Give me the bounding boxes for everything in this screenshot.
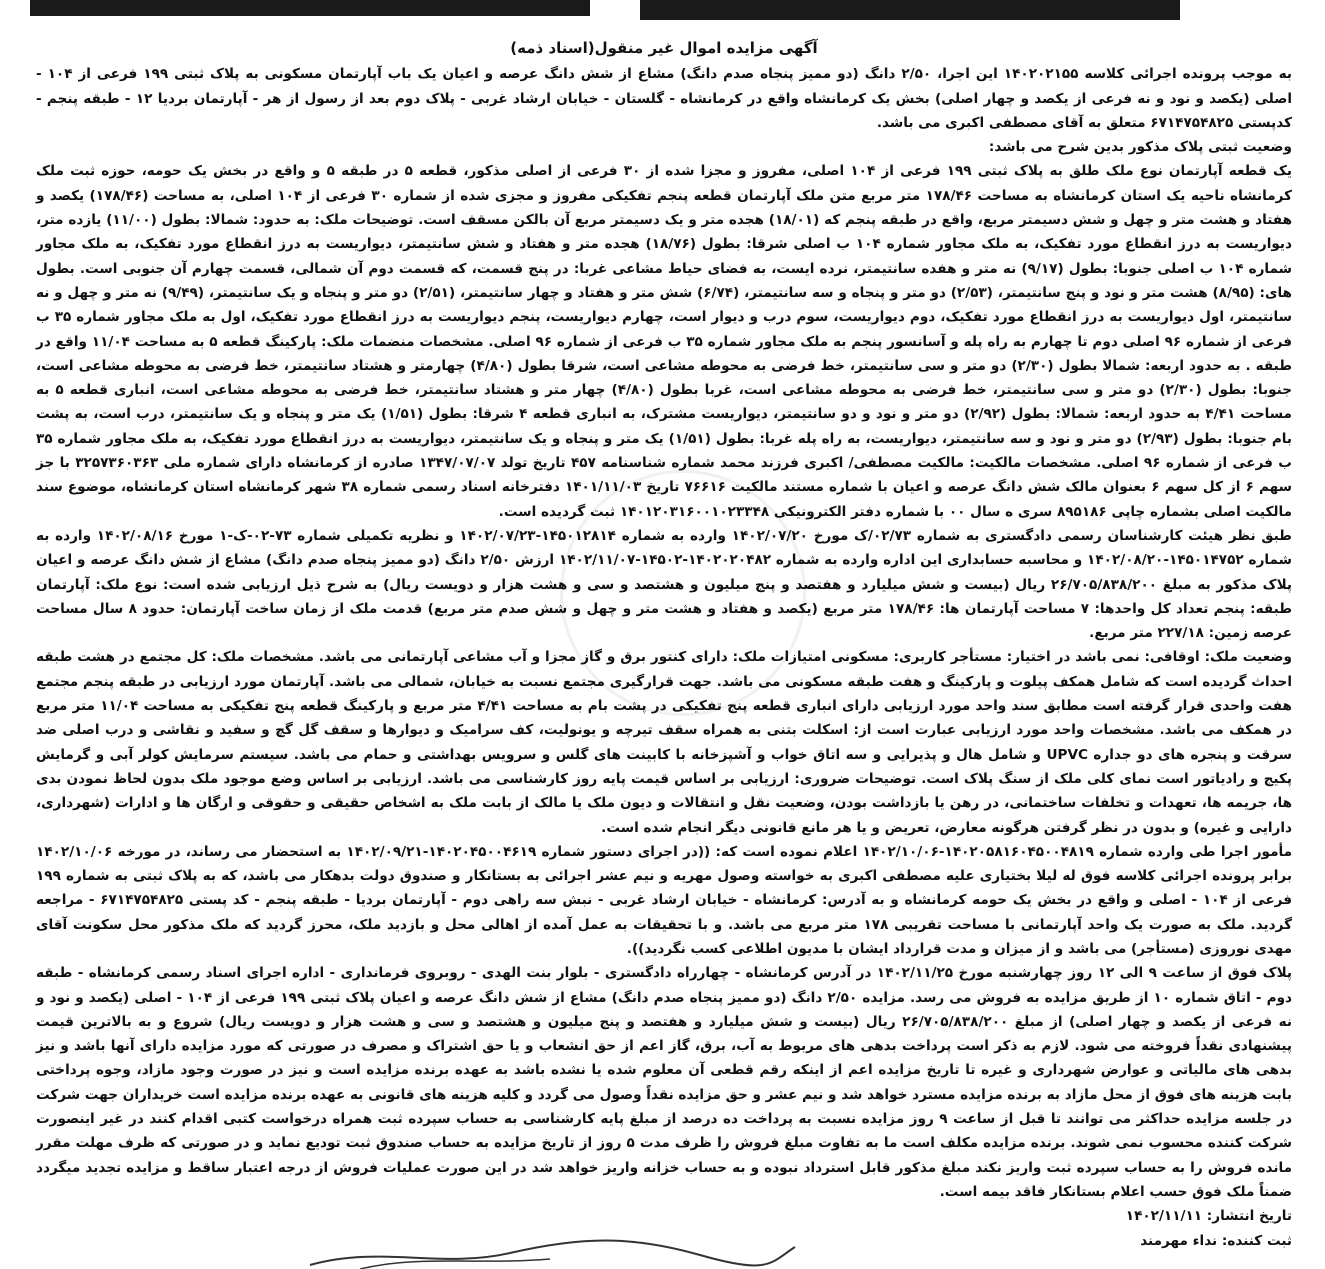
auction-terms-paragraph: پلاک فوق از ساعت ۹ الی ۱۲ روز چهارشنبه مورخ ۱۴۰۲/۱۱/۲۵ در آدرس کرمانشاه - چهارراه دادگستری - بلوار بنت الهدی - روبروی فرمانداری - اداره اجرای اسناد رسمی کرمانشاه - طبقه دوم - اتاق شماره ۱۰ از طریق مزایده به فروش می رسد. مزایده ۲/۵۰ دانگ (دو ممیز پنجاه صدم دانگ) مشاع از شش دانگ عرصه و اعیان پلاک ثبتی ۱۹۹ فرعی از ۱۰۴ - اصلی (یکصد و نود و نه فرعی از یکصد و چهار اصلی) از مبلغ ۲۶/۷۰۵/۸۳۸/۲۰۰ ریال (بیست و شش میلیارد و هفتصد و پنج میلیون و هشتصد و سی و هشت هزار و دویست ریال) شروع و به بالاترین قیمت پیشنهادی نقداً فروخته می شود. لازم به ذکر است پرداخت بدهی های مربوط به آب، برق، گاز اعم از حق انشعاب و یا حق اشتراک و مصرف در صورتی که مورد مزایده دارای آنها باشد و نیز بدهی های مالیاتی و عوارض شهرداری و غیره تا تاریخ مزایده اعم از اینکه رقم قطعی آن معلوم شده یا نشده باشد به عهده برنده مزایده است و نیز در صورت وجود مازاد، وجوه پرداختی بابت هزینه های فوق از محل مازاد به برنده مزایده مسترد خواهد شد و نیم عشر و حق مزایده نقداً وصول می گردد و کلیه هزینه های قانونی به عهده برنده مزایده است خریداران جهت شرکت در جلسه مزایده حداکثر می توانند تا قبل از ساعت ۹ روز مزایده نسبت به پرداخت ده درصد از مبلغ پایه کارشناسی به حساب سپرده ثبت همراه درخواست کتبی اقدام کنند در غیر اینصورت شرکت کننده محسوب نمی شوند. برنده مزایده مکلف است ما به تفاوت مبلغ فروش را ظرف مدت ۵ روز از تاریخ مزایده به حساب صندوق ثبت تودیع نماید و در صورتی که ظرف مهلت مقرر مانده فروش را به حساب سپرده ثبت واریز نکند مبلغ مذکور قابل استرداد نبوده و به حساب خزانه واریز خواهد شد در این صورت عملیات فروش از درجه اعتبار ساقط و مزایده تجدید میگردد ضمناً ملک فوق حسب اعلام بستانکار فاقد بیمه است.: [36, 965, 1293, 1200]
scan-black-band-right: [640, 0, 1180, 20]
publish-date: تاریخ انتشار: ۱۴۰۲/۱۱/۱۱: [1125, 1208, 1292, 1225]
execution-officer-paragraph: مأمور اجرا طی وارده شماره ۱۴۰۲۰۵۸۱۶۰۴۵۰۰۴۸۱۹-۱۴۰۲/۱۰/۰۶ اعلام نموده است که: ((در اجرای دستور شماره ۱۴۰۲۰۴۵۰۰۴۶۱۹-۱۴۰۲/۰۹/۲۱ به استحضار می رساند، در مورخه ۱۴۰۲/۱۰/۰۶ برابر پرونده اجرائی کلاسه فوق له لیلا بختیاری علیه مصطفی اکبری به خواسته وصول مهریه و نیم عشر اجرائی به بستانکار و صندوق دولت بدهکار می باشد، که به پلاک ثبتی به شماره ۱۹۹ فرعی از ۱۰۴ - اصلی و واقع در بخش یک حومه کرمانشاه و به آدرس: کرمانشاه - خیابان ارشاد غربی - نبش سه راهی دوم - آپارتمان بردیا - طبقه پنجم - کد پستی ۶۷۱۴۷۵۴۸۲۵ - مراجعه گردید. ملک به صورت یک واحد آپارتمانی با مساحت تقریبی ۱۷۸ متر مربع می باشد. و با تحقیقات به عمل آمده از اهالی محل و بازدید ملک، محرز گردید که ملک مذکور محل سکونت آقای مهدی نوروزی (مستأجر) می باشد و از میزان و مدت قرارداد ایشان با مدیون اطلاعی کسب نگردید)).: [36, 843, 1293, 957]
notice-title: آگهی مزایده اموال غیر منقول(اسناد ذمه): [510, 39, 818, 57]
status-heading: وضعیت ثبتی پلاک مذکور بدین شرح می باشد:: [988, 139, 1292, 156]
handwritten-signature: [300, 1225, 800, 1269]
registration-status-paragraph: یک قطعه آپارتمان نوع ملک طلق به پلاک ثبتی ۱۹۹ فرعی از ۱۰۴ اصلی، مفروز و مجزا شده از ۳۰ فرعی از اصلی مذکور، قطعه ۵ در طبقه ۵ و واقع در بخش یک حومه، حوزه ثبت ملک کرمانشاه ناحیه یک استان کرمانشاه به مساحت ۱۷۸/۴۶ متر مربع متن ملک آپارتمان قطعه پنجم تفکیکی مفروز و مجزی شده از شماره ۳۰ فرعی از ۱۰۴ اصلی، به مساحت (۱۷۸/۴۶) یکصد و هفتاد و هشت متر و چهل و شش دسیمتر مربع، واقع در طبقه پنجم که (۱۸/۰۱) هجده متر و یک دسیمتر مربع آن بالکن مسقف است. توضیحات ملک: به حدود: شمالا: بطول (۱۱/۰۰) یازده متر، دیواریست به درز انقطاع مورد تفکیک، به ملک مجاور شماره ۱۰۴ ب اصلی شرقا: بطول (۱۸/۷۶) هجده متر و هفتاد و شش سانتیمتر، دیواریست به درز انقطاع مورد تفکیک، به ملک مجاور شماره ۱۰۴ ب اصلی جنوبا: بطول (۹/۱۷) نه متر و هفده سانتیمتر، نرده ایست، به فضای حیاط مشاعی غربا: در پنج قسمت، که قسمت دوم آن شمالی، قسمت چهارم آن جنوبی است. بطول های: (۸/۹۵) هشت متر و نود و پنج سانتیمتر، (۲/۵۳) دو متر و پنجاه و سه سانتیمتر، (۶/۷۴) شش متر و هفتاد و چهار سانتیمتر، (۲/۵۱) دو متر و پنجاه و یک سانتیمتر، (۹/۴۹) نه متر و چهل و نه سانتیمتر، اول دیواریست به درز انقطاع مورد تفکیک، دوم دیواریست، سوم درب و دیوار است، چهارم دیواریست، پنجم دیواریست به درز انقطاع مورد تفکیک، اول به ملک مجاور شماره ۳۵ ب فرعی از شماره ۹۶ اصلی دوم تا چهارم به راه پله و آسانسور پنجم به ملک مجاور شماره ۳۵ ب فرعی از شماره ۹۶ اصلی. مشخصات منضمات ملک: پارکینگ قطعه ۵ به مساحت ۱۱/۰۴ واقع در طبقه . به حدود اربعه: شمالا بطول (۲/۳۰) دو متر و سی سانتیمتر، خط فرضی به محوطه مشاعی است، شرقا بطول (۴/۸۰) چهارمتر و هشتاد سانتیمتر، خط فرضی به محوطه مشاعی است، جنوبا: بطول (۲/۳۰) دو متر و سی سانتیمتر، خط فرضی به محوطه مشاعی است، غربا بطول (۴/۸۰) چهار متر و هشتاد سانتیمتر، خط فرضی به محوطه مشاعی است، انباری قطعه ۵ به مساحت ۴/۴۱ به حدود اربعه: شمالا: بطول (۲/۹۲) دو متر و نود و دو سانتیمتر، دیواریست مشترک، به انباری قطعه ۴ شرقا: بطول (۱/۵۱) یک متر و پنجاه و یک سانتیمتر، درب است، به پشت بام جنوبا: بطول (۲/۹۳) دو متر و نود و سه سانتیمتر، دیواریست، به راه پله غربا: بطول (۱/۵۱) یک متر و پنجاه و یک سانتیمتر، دیواریست به درز انقطاع مورد تفکیک، به ملک مجاور شماره ۳۵ ب فرعی از شماره ۹۶ اصلی. مشخصات مالکیت: مالکیت مصطفی/ اکبری فرزند محمد شماره شناسنامه ۴۵۷ تاریخ تولد ۱۳۴۷/۰۷/۰۷ صادره از کرمانشاه دارای شماره ملی ۳۲۵۷۳۶۰۳۶۳ با جز سهم ۶ از کل سهم ۶ بعنوان مالک شش دانگ عرصه و اعیان با شماره مستند مالکیت ۷۶۶۱۶ تاریخ ۱۴۰۱/۱۱/۰۳ دفترخانه اسناد رسمی شماره ۳۸ شهر کرمانشاه استان کرمانشاه، موضوع سند مالکیت اصلی بشماره چاپی ۸۹۵۱۸۶ سری ه سال ۰۰ با شماره دفتر الکترونیکی ۱۴۰۱۲۰۳۱۶۰۰۱۰۲۳۳۴۸ ثبت گردیده است.: [36, 163, 1293, 520]
scan-top-border: [0, 0, 1325, 30]
intro-paragraph: به موجب پرونده اجرائی کلاسه ۱۴۰۲۰۲۱۵۵ این اجرا، ۲/۵۰ دانگ (دو ممیز پنجاه صدم دانگ) مشاع از شش دانگ عرصه و اعیان یک باب آپارتمان مسکونی به پلاک ثبتی ۱۹۹ فرعی از ۱۰۴ - اصلی (یکصد و نود و نه فرعی از یکصد و چهار اصلی) بخش یک کرمانشاه واقع در کرمانشاه - گلستان - خیابان ارشاد غربی - پلاک دوم بعد از رسول از هر - آپارتمان بردیا ۱۲ - طبقه پنجم - کدپستی ۶۷۱۴۷۵۴۸۲۵ متعلق به آقای مصطفی اکبری می باشد.: [36, 66, 1292, 131]
auction-notice: [36, 36, 1293, 1249]
appraisal-paragraph: طبق نظر هیئت کارشناسان رسمی دادگستری به شماره ۰۲/۷۳/ک مورخ ۱۴۰۲/۰۷/۲۰ وارده به شماره ۱۴۵۰۱۲۸۱۴-۱۴۰۲/۰۷/۲۳ و نظریه تکمیلی شماره ۷۳-۰۲-ک-۱ مورخ ۱۴۰۲/۰۸/۱۶ وارده به شماره ۱۴۵۰۱۴۷۵۲-۱۴۰۲/۰۸/۲۰ و محاسبه حسابداری این اداره وارده به شماره ۱۴۰۲۰۲۰۴۸۲-۱۴۵۰۲-۱۴۰۲/۱۱/۰۷ ارزش ۲/۵۰ دانگ (دو ممیز پنجاه صدم دانگ) مشاع از شش دانگ عرصه و اعیان پلاک مذکور به مبلغ ۲۶/۷۰۵/۸۳۸/۲۰۰ ریال (بیست و شش میلیارد و هفتصد و پنج میلیون و هشتصد و سی و هشت هزار و دویست ریال) به شرح ذیل ارزیابی شده است: نوع ملک: آپارتمان طبقه: پنجم تعداد کل واحدها: ۷ مساحت آپارتمان ها: ۱۷۸/۴۶ متر مربع (یکصد و هفتاد و هشت متر و چهل و شش صدم متر مربع) قدمت ملک از زمان ساخت آپارتمان: حدود ۸ سال مساحت عرصه زمین: ۲۲۷/۱۸ متر مربع.: [36, 527, 1292, 642]
property-condition-paragraph: وضعیت ملک: اوقافی: نمی باشد در اختیار: مستأجر کاربری: مسکونی امتیازات ملک: دارای کنتور برق و گاز مجزا و آب مشاعی آپارتمانی می باشد. مشخصات ملک: کل مجتمع در هشت طبقه احداث گردیده است که شامل همکف پیلوت و پارکینگ و هفت طبقه مسکونی می باشد. جهت قرارگیری مجتمع نسبت به خیابان، شمالی می باشد. آپارتمان مورد ارزیابی در طبقه پنجم مجتمع هفت واحدی قرار گرفته است مطابق سند واحد مورد ارزیابی دارای انباری قطعه پنج تفکیکی در پشت بام به مساحت ۴/۴۱ متر مربع و پارکینگ قطعه پنج تفکیکی به مساحت ۱۱/۰۴ متر مربع در همکف می باشد. مشخصات واحد مورد ارزیابی عبارت است از: اسکلت بتنی به همراه سقف تیرچه و یونولیت، کف سرامیک و دیوارها و سقف گل گچ و سفید و نقاشی و درب اصلی ضد سرقت و پنجره های دو جداره UPVC و شامل هال و پذیرایی و سه اتاق خواب و آشپزخانه با کابینت های گلس و سرویس بهداشتی و حمام می باشد. سیستم سرمایش کولر آبی و گرمایش پکیج و رادیاتور است نمای کلی ملک از سنگ پلاک است. توضیحات ضروری: ارزیابی بر اساس قیمت پایه روز کارشناسی می باشد. ارزیابی بر اساس وضع موجود ملک بدون لحاظ نمودن بدی ها، جریمه ها، تعهدات و تخلفات ساختمانی، در رهن یا بازداشت بودن، وضعیت نقل و انتقالات و دیون ملک یا مالک از بابت ملک به اشخاص حقیقی و حقوقی و ارگان ها و ادارات (شهرداری، دارایی و غیره) و بدون در نظر گرفتن هرگونه معارض، تعریض و یا هر مانع قانونی دیگر انجام شده است.: [36, 649, 1292, 836]
scan-black-band-left: [30, 0, 590, 16]
registrar-name: ثبت کننده: نداء مهرمند: [1140, 1232, 1292, 1249]
